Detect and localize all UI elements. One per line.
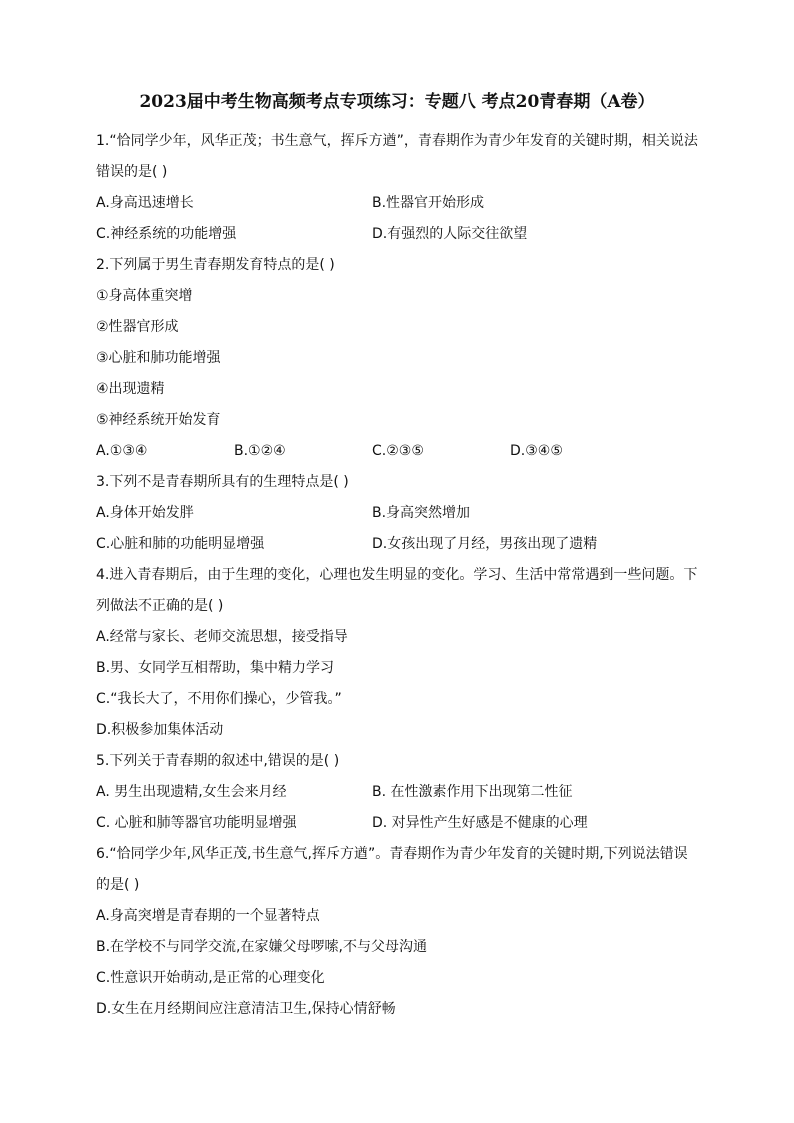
- question-1-options-row-1: [96, 188, 698, 219]
- question-4-option-b: B.男、女同学互相帮助，集中精力学习: [96, 660, 335, 676]
- question-3-stem: 3.下列不是青春期所具有的生理特点是( ): [96, 474, 349, 490]
- question-2-item-1: ①身高体重突增: [96, 288, 193, 304]
- question-4-option-a: A.经常与家长、老师交流思想，接受指导: [96, 629, 348, 645]
- question-2-item-5: ⑤神经系统开始发育: [96, 412, 221, 428]
- question-6-option-c: C.性意识开始萌动,是正常的心理变化: [96, 970, 325, 986]
- question-5-option-c: C. 心脏和肺等器官功能明显增强: [96, 815, 297, 831]
- question-5-stem: 5.下列关于青春期的叙述中,错误的是( ): [96, 753, 340, 769]
- question-3-options-row-2: [96, 529, 698, 560]
- question-3-option-a: A.身体开始发胖: [96, 505, 194, 521]
- question-1-option-d: D.有强烈的人际交往欲望: [372, 226, 528, 242]
- question-1-option-b: B.性器官开始形成: [372, 195, 485, 211]
- question-4-stem: 4.进入青春期后，由于生理的变化，心理也发生明显的变化。学习、生活中常常遇到一些问题。下列做法不正确的是( ): [96, 567, 698, 614]
- question-1-stem: 1.“恰同学少年，风华正茂；书生意气，挥斥方遒”，青春期作为青少年发育的关键时期，相关说法错误的是( ): [96, 133, 698, 180]
- question-2-option-d: D.③④⑤: [510, 443, 563, 459]
- question-4-option-c: C.“我长大了，不用你们操心，少管我。”: [96, 691, 342, 707]
- question-2-options-row: [96, 436, 698, 467]
- question-2-stem: 2.下列属于男生青春期发育特点的是( ): [96, 257, 335, 273]
- question-6-option-a: A.身高突增是青春期的一个显著特点: [96, 908, 320, 924]
- question-6-option-d: D.女生在月经期间应注意清洁卫生,保持心情舒畅: [96, 1001, 396, 1017]
- question-6-stem: 6.“恰同学少年,风华正茂,书生意气,挥斥方遒”。青春期作为青少年发育的关键时期,下列说法错误的是( ): [96, 846, 688, 893]
- question-4-option-d: D.积极参加集体活动: [96, 722, 224, 738]
- question-5-option-d: D. 对异性产生好感是不健康的心理: [372, 815, 588, 831]
- page-title: 2023届中考生物高频考点专项练习：专题八 考点20青春期（A卷）: [139, 92, 655, 112]
- question-2-option-b: B.①②④: [234, 443, 286, 459]
- question-2-item-2: ②性器官形成: [96, 319, 179, 335]
- question-5-options-row-1: [96, 777, 698, 808]
- question-5-options-row-2: [96, 808, 698, 839]
- question-2-option-a: A.①③④: [96, 443, 148, 459]
- question-5-option-b: B. 在性激素作用下出现第二性征: [372, 784, 573, 800]
- question-6-option-b: B.在学校不与同学交流,在家嫌父母啰嗦,不与父母沟通: [96, 939, 427, 955]
- worksheet-page: [96, 90, 698, 1025]
- question-5-option-a: A. 男生出现遗精,女生会来月经: [96, 784, 287, 800]
- question-2-item-3: ③心脏和肺功能增强: [96, 350, 221, 366]
- question-3-option-c: C.心脏和肺的功能明显增强: [96, 536, 265, 552]
- question-1-option-c: C.神经系统的功能增强: [96, 226, 237, 242]
- question-2-item-4: ④出现遗精: [96, 381, 165, 397]
- question-3-options-row-1: [96, 498, 698, 529]
- question-3-option-b: B.身高突然增加: [372, 505, 471, 521]
- question-1-option-a: A.身高迅速增长: [96, 195, 194, 211]
- question-1-options-row-2: [96, 219, 698, 250]
- question-2-option-c: C.②③⑤: [372, 443, 424, 459]
- question-3-option-d: D.女孩出现了月经，男孩出现了遗精: [372, 536, 598, 552]
